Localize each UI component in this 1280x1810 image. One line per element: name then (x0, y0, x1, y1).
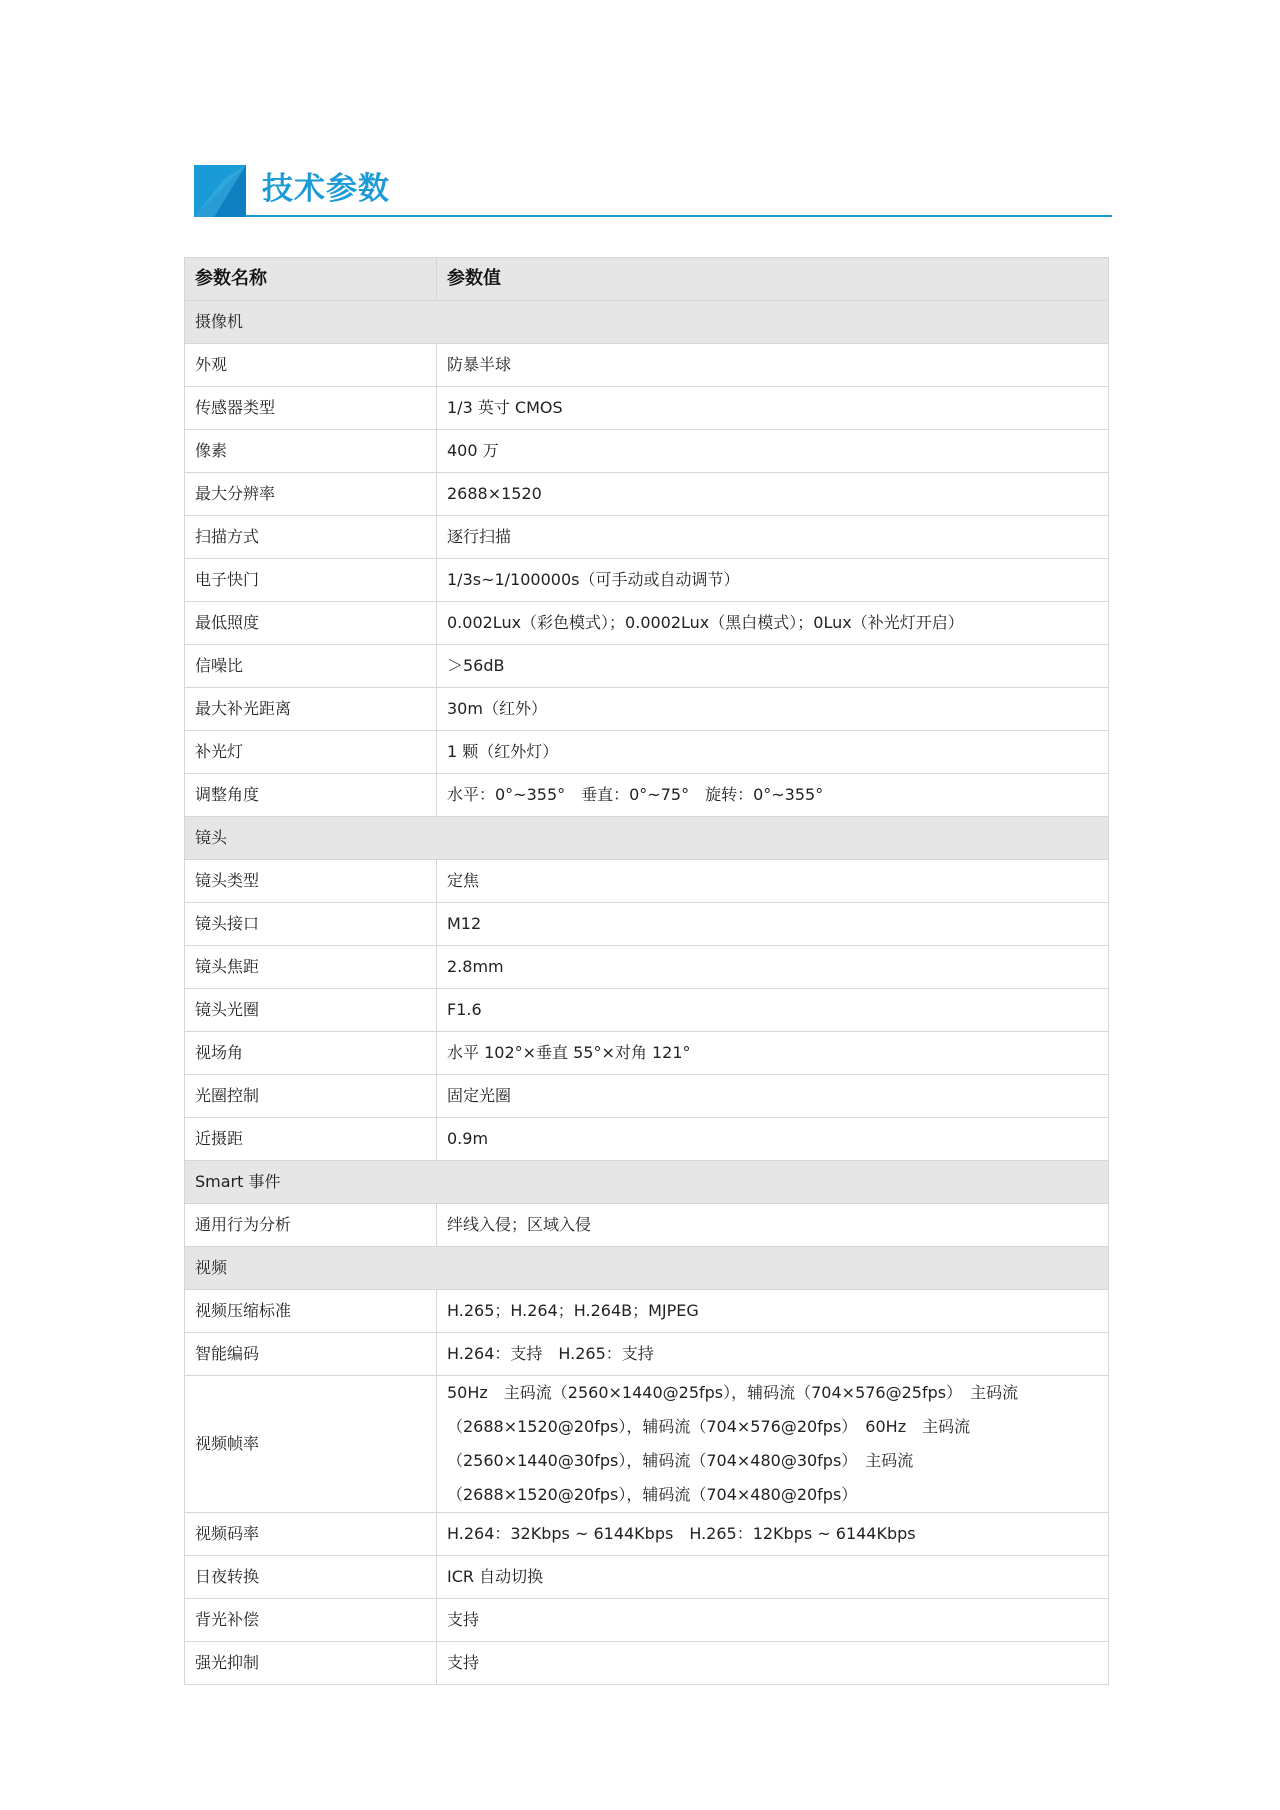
section-label: 视频 (185, 1247, 1109, 1290)
table-row (185, 1118, 1109, 1161)
param-value: 0.002Lux（彩色模式）；0.0002Lux（黑白模式）；0Lux（补光灯开启） (437, 602, 1109, 645)
param-value: M12 (437, 903, 1109, 946)
param-name: 背光补偿 (185, 1599, 437, 1642)
param-value: 1/3 英寸 CMOS (437, 387, 1109, 430)
param-value: ＞56dB (437, 645, 1109, 688)
param-name: 日夜转换 (185, 1556, 437, 1599)
table-row (185, 1376, 1109, 1513)
table-row (185, 1642, 1109, 1685)
section-label: 镜头 (185, 817, 1109, 860)
param-value: F1.6 (437, 989, 1109, 1032)
section-row (185, 817, 1109, 860)
param-value: 2688×1520 (437, 473, 1109, 516)
param-name: 镜头接口 (185, 903, 437, 946)
section-row (185, 1161, 1109, 1204)
param-value: 1/3s~1/100000s（可手动或自动调节） (437, 559, 1109, 602)
table-row (185, 688, 1109, 731)
table-row (185, 559, 1109, 602)
param-value: 定焦 (437, 860, 1109, 903)
header-param-value: 参数值 (437, 258, 1109, 301)
table-row (185, 344, 1109, 387)
param-value: 水平 102°×垂直 55°×对角 121° (437, 1032, 1109, 1075)
param-value: 支持 (437, 1599, 1109, 1642)
table-row (185, 1333, 1109, 1376)
param-name: 镜头类型 (185, 860, 437, 903)
param-value: ICR 自动切换 (437, 1556, 1109, 1599)
heading-divider (246, 215, 1112, 217)
table-row (185, 1204, 1109, 1247)
param-name: 镜头光圈 (185, 989, 437, 1032)
param-name: 视场角 (185, 1032, 437, 1075)
param-value: 1 颗（红外灯） (437, 731, 1109, 774)
param-value: 防暴半球 (437, 344, 1109, 387)
table-row (185, 860, 1109, 903)
param-name: 光圈控制 (185, 1075, 437, 1118)
table-row (185, 1599, 1109, 1642)
param-name: 通用行为分析 (185, 1204, 437, 1247)
param-name: 调整角度 (185, 774, 437, 817)
table-row (185, 903, 1109, 946)
table-row (185, 473, 1109, 516)
param-name: 视频压缩标准 (185, 1290, 437, 1333)
param-name: 强光抑制 (185, 1642, 437, 1685)
spec-table-body (185, 301, 1109, 1685)
table-row (185, 989, 1109, 1032)
param-value: H.264：32Kbps ~ 6144Kbps H.265：12Kbps ~ 6144Kbps (437, 1513, 1109, 1556)
table-row (185, 1556, 1109, 1599)
param-value: H.265；H.264；H.264B；MJPEG (437, 1290, 1109, 1333)
table-row (185, 387, 1109, 430)
page-title: 技术参数 (262, 171, 390, 207)
section-label: Smart 事件 (185, 1161, 1109, 1204)
param-value: 400 万 (437, 430, 1109, 473)
param-value: 逐行扫描 (437, 516, 1109, 559)
param-name: 信噪比 (185, 645, 437, 688)
section-row (185, 301, 1109, 344)
param-name: 最大分辨率 (185, 473, 437, 516)
table-row (185, 430, 1109, 473)
param-name: 电子快门 (185, 559, 437, 602)
param-name: 补光灯 (185, 731, 437, 774)
param-name: 视频码率 (185, 1513, 437, 1556)
param-value: 2.8mm (437, 946, 1109, 989)
table-row (185, 1513, 1109, 1556)
table-row (185, 1075, 1109, 1118)
table-row (185, 1032, 1109, 1075)
param-name: 视频帧率 (185, 1376, 437, 1513)
table-row (185, 602, 1109, 645)
param-value: 50Hz 主码流（2560×1440@25fps），辅码流（704×576@25fps） 主码流（2688×1520@20fps），辅码流（704×576@20fps） 60Hz 主码流（2560×1440@30fps），辅码流（704×480@30fps） 主码流（2688×1520@20fps），辅码流（704×480@20fps） (437, 1376, 1109, 1513)
param-name: 像素 (185, 430, 437, 473)
param-value: 0.9m (437, 1118, 1109, 1161)
param-name: 最大补光距离 (185, 688, 437, 731)
header-param-name: 参数名称 (185, 258, 437, 301)
section-label: 摄像机 (185, 301, 1109, 344)
param-name: 传感器类型 (185, 387, 437, 430)
table-row (185, 645, 1109, 688)
table-row (185, 731, 1109, 774)
table-row (185, 774, 1109, 817)
heading-logo-icon (194, 165, 246, 217)
section-row (185, 1247, 1109, 1290)
table-row (185, 1290, 1109, 1333)
spec-table (184, 257, 1109, 1685)
param-value: 水平：0°~355° 垂直：0°~75° 旋转：0°~355° (437, 774, 1109, 817)
section-heading (194, 165, 1112, 217)
param-name: 镜头焦距 (185, 946, 437, 989)
table-row (185, 516, 1109, 559)
param-value: 30m（红外） (437, 688, 1109, 731)
table-row (185, 946, 1109, 989)
param-name: 近摄距 (185, 1118, 437, 1161)
param-name: 外观 (185, 344, 437, 387)
param-name: 最低照度 (185, 602, 437, 645)
param-value: H.264：支持 H.265：支持 (437, 1333, 1109, 1376)
table-header-row (185, 258, 1109, 301)
param-value: 固定光圈 (437, 1075, 1109, 1118)
param-name: 智能编码 (185, 1333, 437, 1376)
param-value: 绊线入侵；区域入侵 (437, 1204, 1109, 1247)
param-name: 扫描方式 (185, 516, 437, 559)
param-value: 支持 (437, 1642, 1109, 1685)
